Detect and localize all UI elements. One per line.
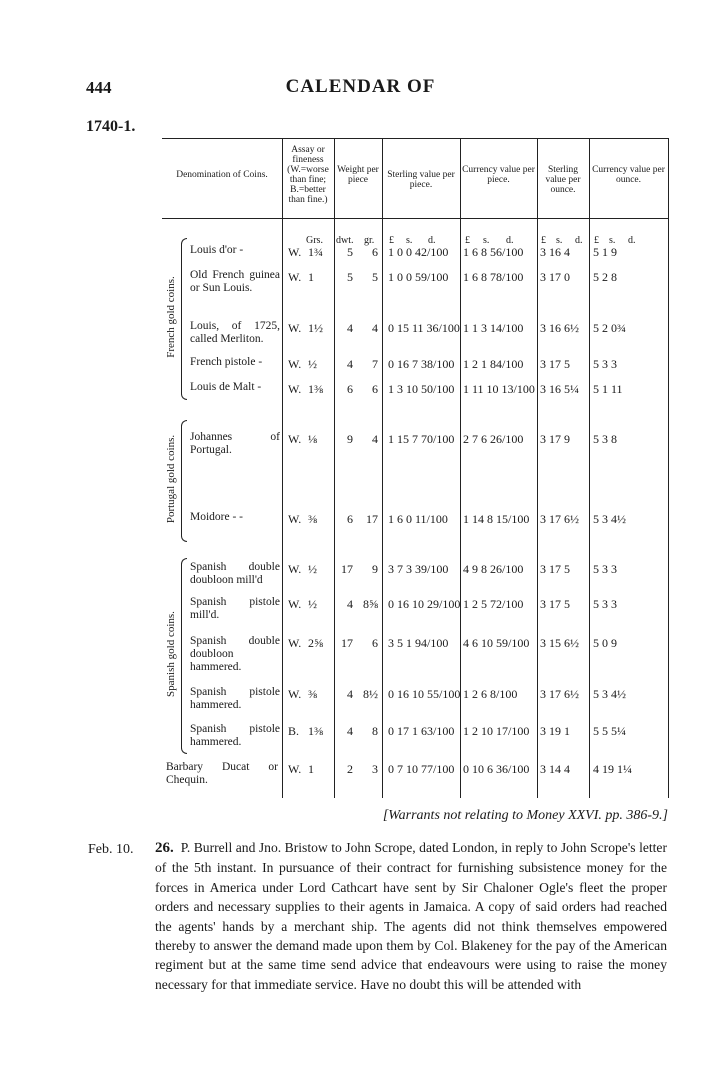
unit-label: dwt. bbox=[336, 235, 354, 246]
currency-per-ounce: 5 1 9 bbox=[593, 245, 617, 259]
weight-gr: 6 bbox=[372, 245, 378, 259]
currency-per-ounce: 5 1 11 bbox=[593, 382, 623, 396]
sterling-per-piece: 1 3 10 50/100 bbox=[388, 382, 455, 396]
sterling-per-piece: 0 15 11 36/100 bbox=[388, 321, 460, 335]
weight-gr: 17 bbox=[366, 512, 378, 526]
table-column-rule bbox=[334, 138, 335, 798]
assay-wb: W. bbox=[288, 432, 302, 446]
weight-dwt: 6 bbox=[347, 382, 353, 396]
weight-gr: 4 bbox=[372, 321, 378, 335]
assay-wb: W. bbox=[288, 382, 302, 396]
assay-wb: W. bbox=[288, 762, 302, 776]
weight-gr: 6 bbox=[372, 636, 378, 650]
sterling-per-piece: 0 16 7 38/100 bbox=[388, 357, 455, 371]
weight-dwt: 17 bbox=[341, 636, 353, 650]
currency-per-piece: 1 2 10 17/100 bbox=[463, 724, 530, 738]
sterling-per-ounce: 3 16 4 bbox=[540, 245, 570, 259]
sterling-per-ounce: 3 17 9 bbox=[540, 432, 570, 446]
assay-wb: W. bbox=[288, 636, 302, 650]
header-sterling-ounce: Sterling value per ounce. bbox=[545, 165, 581, 195]
weight-dwt: 2 bbox=[347, 762, 353, 776]
coin-name: Spanish pistole hammered. bbox=[190, 723, 280, 748]
currency-per-ounce: 5 2 8 bbox=[593, 270, 617, 284]
weight-gr: 8 bbox=[372, 724, 378, 738]
sterling-per-ounce: 3 16 5¼ bbox=[540, 382, 579, 396]
header-weight: Weight per piece bbox=[337, 165, 379, 185]
coin-name: Spanish pistole mill'd. bbox=[190, 596, 280, 621]
assay-wb: W. bbox=[288, 357, 302, 371]
coin-name: Barbary Ducat or Chequin. bbox=[166, 761, 278, 786]
currency-per-ounce: 5 3 4½ bbox=[593, 512, 626, 526]
entry-paragraph bbox=[155, 838, 667, 994]
table-column-rule bbox=[589, 138, 590, 798]
coin-name: Louis d'or - bbox=[190, 244, 244, 256]
header-assay: Assay or fineness (W.=worse than fine; B.=better than fine.) bbox=[287, 145, 329, 205]
header-currency-ounce: Currency value per ounce. bbox=[592, 165, 665, 185]
sterling-per-piece: 1 6 0 11/100 bbox=[388, 512, 448, 526]
assay-grains: 2⅝ bbox=[308, 636, 323, 650]
unit-label: gr. bbox=[364, 235, 375, 246]
assay-grains: ½ bbox=[308, 597, 317, 611]
assay-grains: 1⅜ bbox=[308, 382, 323, 396]
unit-label: £ bbox=[594, 235, 599, 246]
sterling-per-ounce: 3 17 5 bbox=[540, 597, 570, 611]
assay-grains: 1 bbox=[308, 762, 314, 776]
weight-gr: 3 bbox=[372, 762, 378, 776]
currency-per-piece: 4 9 8 26/100 bbox=[463, 562, 524, 576]
coin-name: Spanish double doubloon hammered. bbox=[190, 635, 280, 673]
assay-wb: W. bbox=[288, 321, 302, 335]
currency-per-ounce: 5 0 9 bbox=[593, 636, 617, 650]
weight-dwt: 4 bbox=[347, 687, 353, 701]
entry-date: Feb. 10. bbox=[88, 842, 134, 857]
currency-per-piece: 4 6 10 59/100 bbox=[463, 636, 530, 650]
header-denomination: Denomination of Coins. bbox=[176, 170, 268, 180]
assay-grains: 1 bbox=[308, 270, 314, 284]
assay-grains: 1⅜ bbox=[308, 724, 323, 738]
currency-per-ounce: 5 3 3 bbox=[593, 357, 617, 371]
sterling-per-ounce: 3 17 6½ bbox=[540, 512, 579, 526]
unit-label: £ bbox=[389, 235, 394, 246]
weight-dwt: 6 bbox=[347, 512, 353, 526]
currency-per-ounce: 5 2 0¾ bbox=[593, 321, 626, 335]
sterling-per-piece: 3 7 3 39/100 bbox=[388, 562, 449, 576]
sterling-per-ounce: 3 17 5 bbox=[540, 562, 570, 576]
unit-label: d. bbox=[506, 235, 514, 246]
assay-grains: ⅛ bbox=[308, 432, 317, 446]
assay-grains: 1½ bbox=[308, 321, 323, 335]
sterling-per-ounce: 3 17 6½ bbox=[540, 687, 579, 701]
currency-per-ounce: 5 3 3 bbox=[593, 562, 617, 576]
coin-name: Moidore - - bbox=[190, 511, 244, 523]
table-column-rule bbox=[382, 138, 383, 798]
weight-gr: 6 bbox=[372, 382, 378, 396]
weight-dwt: 5 bbox=[347, 270, 353, 284]
weight-dwt: 17 bbox=[341, 562, 353, 576]
weight-dwt: 4 bbox=[347, 357, 353, 371]
weight-gr: 4 bbox=[372, 432, 378, 446]
unit-label: s. bbox=[483, 235, 490, 246]
currency-per-ounce: 5 3 3 bbox=[593, 597, 617, 611]
unit-label: s. bbox=[556, 235, 563, 246]
coin-name: Johannes of Portugal. bbox=[190, 431, 280, 456]
weight-gr: 5 bbox=[372, 270, 378, 284]
assay-grains: 1¾ bbox=[308, 245, 323, 259]
table-column-rule bbox=[537, 138, 538, 798]
sterling-per-piece: 1 15 7 70/100 bbox=[388, 432, 455, 446]
currency-per-piece: 1 14 8 15/100 bbox=[463, 512, 530, 526]
assay-wb: W. bbox=[288, 687, 302, 701]
weight-dwt: 4 bbox=[347, 597, 353, 611]
unit-label: £ bbox=[465, 235, 470, 246]
group-french-label: French gold coins. bbox=[165, 276, 177, 358]
coin-name: Spanish double doubloon mill'd bbox=[190, 561, 280, 586]
unit-label: s. bbox=[609, 235, 616, 246]
coin-name: Spanish pistole hammered. bbox=[190, 686, 280, 711]
unit-label: d. bbox=[575, 235, 583, 246]
header-sterling-piece: Sterling value per piece. bbox=[387, 170, 455, 190]
sterling-per-ounce: 3 19 1 bbox=[540, 724, 570, 738]
assay-grains: ½ bbox=[308, 357, 317, 371]
assay-wb: W. bbox=[288, 245, 302, 259]
currency-per-piece: 1 2 1 84/100 bbox=[463, 357, 524, 371]
page-title: CALENDAR OF bbox=[285, 76, 436, 97]
sterling-per-ounce: 3 15 6½ bbox=[540, 636, 579, 650]
unit-label: Grs. bbox=[306, 235, 323, 246]
unit-label: £ bbox=[541, 235, 546, 246]
sterling-per-piece: 1 0 0 59/100 bbox=[388, 270, 449, 284]
sterling-per-ounce: 3 17 5 bbox=[540, 357, 570, 371]
sterling-per-ounce: 3 16 6½ bbox=[540, 321, 579, 335]
sterling-per-piece: 0 7 10 77/100 bbox=[388, 762, 455, 776]
weight-gr: 8⅝ bbox=[363, 597, 378, 611]
table-column-rule bbox=[668, 138, 669, 798]
assay-wb: W. bbox=[288, 270, 302, 284]
weight-gr: 7 bbox=[372, 357, 378, 371]
assay-grains: ⅜ bbox=[308, 512, 317, 526]
sterling-per-piece: 3 5 1 94/100 bbox=[388, 636, 449, 650]
group-portugal-brace bbox=[181, 420, 187, 542]
group-spanish-label: Spanish gold coins. bbox=[165, 611, 177, 697]
table-top-rule bbox=[162, 138, 668, 139]
unit-label: d. bbox=[428, 235, 436, 246]
currency-per-piece: 1 2 6 8/100 bbox=[463, 687, 518, 701]
table-column-rule bbox=[282, 138, 283, 798]
coin-name: Louis de Malt - bbox=[190, 381, 262, 393]
weight-gr: 8½ bbox=[363, 687, 378, 701]
currency-per-ounce: 5 5 5¼ bbox=[593, 724, 626, 738]
currency-per-ounce: 5 3 4½ bbox=[593, 687, 626, 701]
coin-name: French pistole - bbox=[190, 356, 263, 368]
assay-grains: ½ bbox=[308, 562, 317, 576]
sterling-per-piece: 0 17 1 63/100 bbox=[388, 724, 455, 738]
entry-text: P. Burrell and Jno. Bristow to John Scrope, dated London, in reply to John Scrope's letter of the 5th instant. In pursuance of their contract for furnishing subsistence money for the forces in America under Lord Cathcart have sent by Sir Chaloner Ogle's fleet the proper orders and necessary supplies to their agents in Jamaica. A copy of said orders had reached the agents' hands by a merchant ship. The agents did not think themselves empowered thereby to answer the demand made upon them by Col. Blakeney for the pay of the American regiment but at the same time send advice that endeavours were using to raise the money necessary for that immediate service. Have no doubt this will be attended with bbox=[155, 840, 667, 992]
assay-wb: W. bbox=[288, 562, 302, 576]
currency-per-piece: 1 6 8 78/100 bbox=[463, 270, 524, 284]
currency-per-piece: 1 2 5 72/100 bbox=[463, 597, 524, 611]
coin-name: Louis, of 1725, called Merliton. bbox=[190, 320, 280, 345]
weight-dwt: 9 bbox=[347, 432, 353, 446]
currency-per-ounce: 4 19 1¼ bbox=[593, 762, 632, 776]
group-portugal-label: Portugal gold coins. bbox=[165, 434, 177, 524]
table-header-rule bbox=[162, 218, 668, 219]
unit-label: s. bbox=[406, 235, 413, 246]
currency-per-piece: 0 10 6 36/100 bbox=[463, 762, 530, 776]
currency-per-piece: 1 6 8 56/100 bbox=[463, 245, 524, 259]
page-number: 444 bbox=[86, 78, 112, 97]
currency-per-piece: 1 1 3 14/100 bbox=[463, 321, 524, 335]
weight-gr: 9 bbox=[372, 562, 378, 576]
weight-dwt: 4 bbox=[347, 321, 353, 335]
year-label: 1740-1. bbox=[86, 118, 136, 135]
currency-per-piece: 2 7 6 26/100 bbox=[463, 432, 524, 446]
header-currency-piece: Currency value per piece. bbox=[462, 165, 535, 185]
unit-label: d. bbox=[628, 235, 636, 246]
currency-per-piece: 1 11 10 13/100 bbox=[463, 382, 535, 396]
sterling-per-piece: 0 16 10 29/100 bbox=[388, 597, 461, 611]
group-spanish-brace bbox=[181, 558, 187, 754]
assay-wb: B. bbox=[288, 724, 300, 738]
sterling-per-ounce: 3 14 4 bbox=[540, 762, 570, 776]
coin-name: Old French guinea or Sun Louis. bbox=[190, 269, 280, 294]
sterling-per-piece: 1 0 0 42/100 bbox=[388, 245, 449, 259]
assay-grains: ⅜ bbox=[308, 687, 317, 701]
sterling-per-ounce: 3 17 0 bbox=[540, 270, 570, 284]
weight-dwt: 5 bbox=[347, 245, 353, 259]
warrants-note: [Warrants not relating to Money XXVI. pp. 386-9.] bbox=[382, 808, 668, 823]
assay-wb: W. bbox=[288, 512, 302, 526]
sterling-per-piece: 0 16 10 55/100 bbox=[388, 687, 461, 701]
currency-per-ounce: 5 3 8 bbox=[593, 432, 617, 446]
assay-wb: W. bbox=[288, 597, 302, 611]
entry-number: 26. bbox=[155, 840, 174, 856]
group-french-brace bbox=[181, 238, 187, 400]
weight-dwt: 4 bbox=[347, 724, 353, 738]
